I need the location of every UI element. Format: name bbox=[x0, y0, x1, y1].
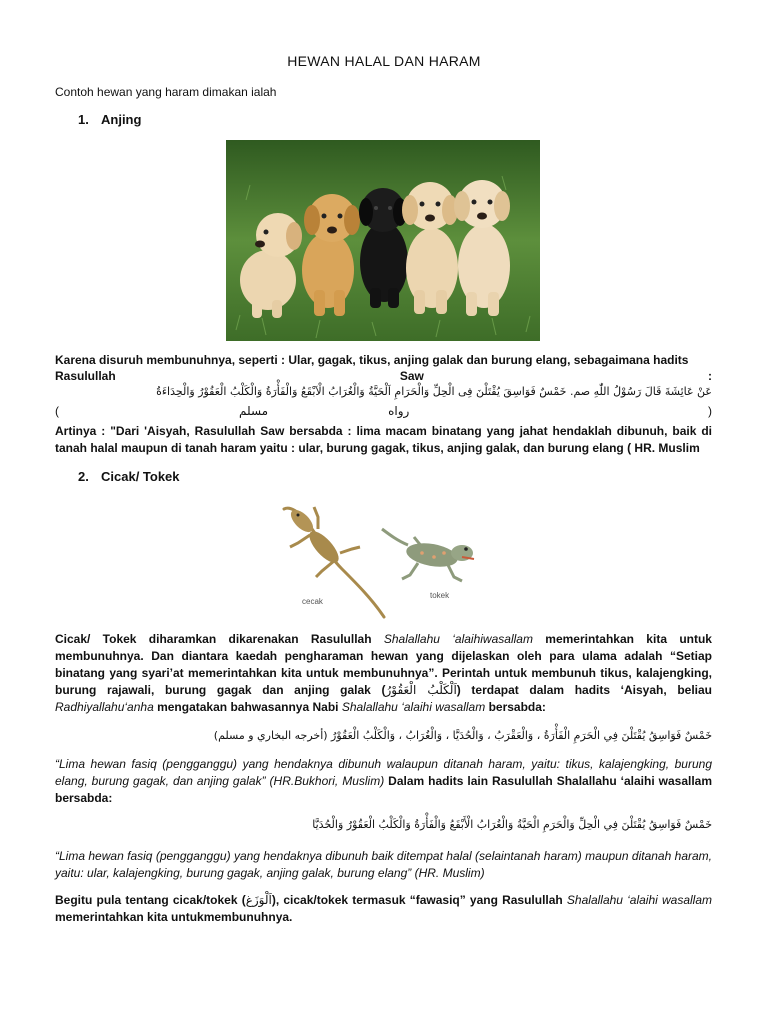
p1-text-f: mengatakan bahwasannya Nabi bbox=[153, 700, 342, 714]
section1-paragraph-line2 bbox=[55, 369, 712, 383]
section-heading-anjing bbox=[78, 112, 141, 127]
section-number: 1. bbox=[78, 112, 89, 127]
p1-text-g: Shalallahu ‘alaihi wasallam bbox=[341, 700, 486, 714]
arabic-hadith-2: خَمْسٌ فَوَاسِقُ يُقْتَلْنَ فِي الْحَرَمِ الْفَأْرَةُ ، وَالْعَقْرَبُ ، وَالْحُدَيَّا ، وَالْغُرَابُ ، وَالْكَلْبُ الْعَقُوْرُ (أخرجه البخاري و مسلم) bbox=[213, 729, 712, 742]
geckos-image bbox=[272, 495, 494, 621]
paren-open: ( bbox=[55, 404, 59, 418]
section1-translation: Artinya : "Dari 'Aisyah, Rasulullah Saw bersabda : lima macam binatang yang jahat hendaklah dibunuh, baik di tanah halal maupun di tanah haram yaitu : ular, burung gagak, tikus, anjing galak, dan burung elang ( HR. Muslim bbox=[55, 424, 712, 455]
p1-text-h: bersabda: bbox=[485, 700, 546, 714]
p1-text-a: Cicak/ Tokek diharamkan dikarenakan Rasulullah bbox=[55, 632, 384, 646]
section2-paragraph-2 bbox=[55, 756, 712, 807]
section2-paragraph-1 bbox=[55, 631, 712, 716]
intro-text: Contoh hewan yang haram dimakan ialah bbox=[55, 85, 277, 99]
p4-text-c: Shalallahu ‘alaihi wasallam bbox=[566, 893, 712, 907]
section-heading-cicak bbox=[78, 469, 180, 484]
p2-bold-text: Dalam hadits lain Rasulullah Shalallahu ‘alaihi wasallam bersabda: bbox=[55, 774, 712, 805]
p1-text-e: Radhiyallahu‘anha bbox=[55, 700, 154, 714]
section2-paragraph-4 bbox=[55, 892, 712, 926]
section-label: Anjing bbox=[101, 112, 142, 127]
arabic-hadith-3: خَمْسٌ فَوَاسِقُ يُقْتَلْنَ فِي الْحِلِّ وَالْحَرَمِ الْحَيَّةُ وَالْغُرَابُ الْأَبْقَعُ وَالْفَأْرَةُ وَالْكَلْبُ الْعَقُوْرُ وَالْحُدَيَّا bbox=[312, 818, 712, 831]
p4-text-d: memerintahkan kita untukmembunuhnya. bbox=[55, 910, 293, 924]
p4-text-a: Begitu pula tentang cicak/tokek ( bbox=[55, 893, 246, 907]
p1-text-d: ) terdapat dalam hadits ‘Aisyah, beliau bbox=[456, 683, 712, 697]
arabic-hadith-1-source bbox=[55, 404, 712, 418]
p1-text-c: memerintahkan kita untuk membunuhnya. Dan diantara kaedah pengharaman hewan yang dijelaskan oleh para ulama adalah “Setiap binatang yang syari’at memerintahkan kita untuk membunuhnya”. Perintah untuk membunuh tikus, kalajengking, burung rajawali, burung gagak dan anjing galak ( bbox=[55, 632, 712, 697]
p1-arabic-inline: اَلْكَلْبُ الْعَقُوْرُ bbox=[385, 683, 457, 697]
source-muslim: مسلم bbox=[239, 404, 269, 418]
rasulullah-word: Rasulullah bbox=[55, 369, 116, 383]
section-label: Cicak/ Tokek bbox=[101, 469, 180, 484]
puppies-illustration bbox=[226, 140, 540, 341]
p4-arabic-inline: اَلْوَزَغ bbox=[245, 893, 272, 907]
section-number: 2. bbox=[78, 469, 89, 484]
colon: : bbox=[707, 369, 712, 383]
caption-cecak: cecak bbox=[302, 597, 323, 606]
section1-paragraph-line1: Karena disuruh membunuhnya, seperti : Ular, gagak, tikus, anjing galak dan burung elang, sebagaimana hadits bbox=[55, 353, 689, 367]
arabic-hadith-1: عَنْ عَائِشَةَ قَالَ رَسُوْلُ اللّٰهِ صم. خَمْسٌ فَوَاسِقَ يُقْتَلْنَ فِى الْحِلِّ وَالْحَرَامِ اَلْحَيَّةُ وَالْغُرَابُ الْاَبْقَعُ وَالْفَأْرَةُ وَالْكَلْبُ الْعَقُوْرُ وَالْحِدَاءَةُ bbox=[156, 385, 712, 398]
section2-paragraph-3: “Lima hewan fasiq (pengganggu) yang hendaknya dibunuh baik ditempat halal (selaintanah haram) maupun ditanah haram, yaitu: ular, kalajengking, burung gagak, anjing galak, burung elang” (HR. Muslim) bbox=[55, 849, 712, 880]
puppies-image bbox=[226, 140, 540, 341]
p4-text-b: ), cicak/tokek termasuk “fawasiq” yang Rasulullah bbox=[271, 893, 567, 907]
p2-italic-text: “Lima hewan fasiq (pengganggu) yang hendaknya dibunuh walaupun ditanah haram, yaitu: tikus, kalajengking, burung elang, burung gagak, dan anjing galak” (HR.Bukhori, Muslim) bbox=[55, 757, 712, 788]
page-title: HEWAN HALAL DAN HARAM bbox=[287, 53, 481, 69]
saw-word: Saw bbox=[399, 369, 424, 383]
caption-tokek: tokek bbox=[430, 591, 450, 600]
p1-text-b: Shalallahu ‘alaihiwasallam bbox=[383, 632, 533, 646]
paren-close: ) bbox=[708, 404, 712, 418]
source-riwayah: رواه bbox=[388, 404, 410, 418]
